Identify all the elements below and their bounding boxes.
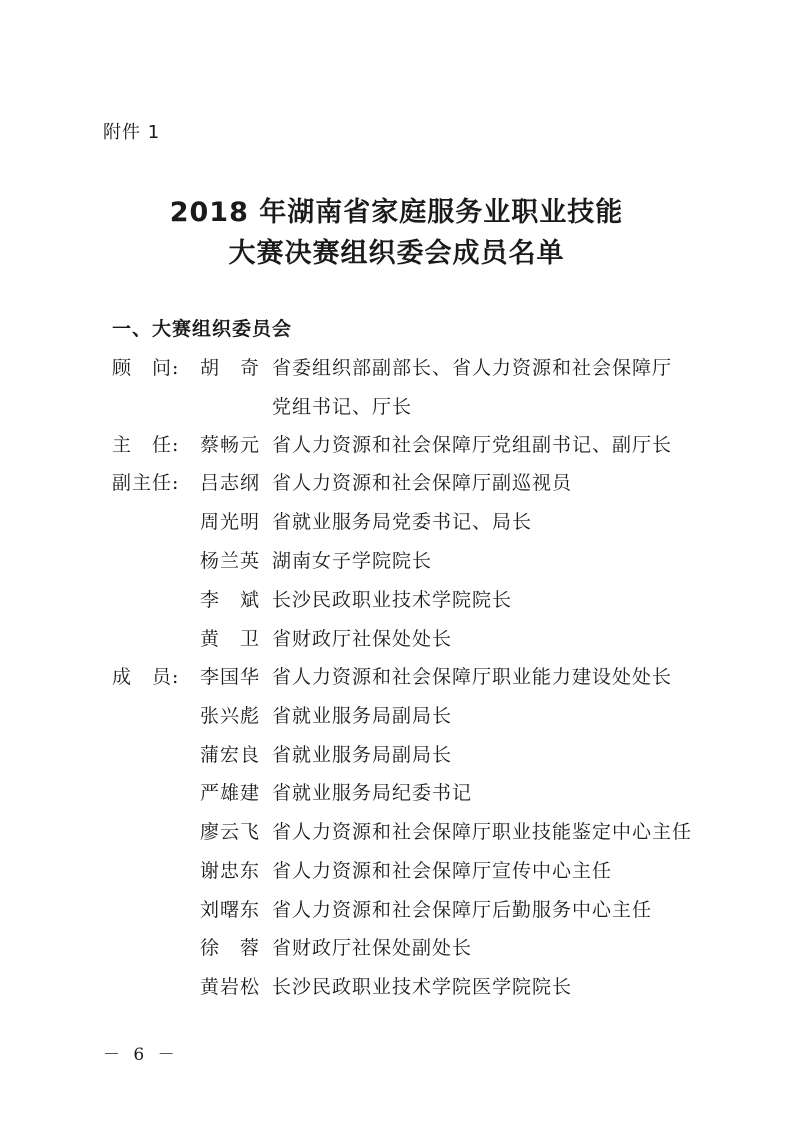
member-post: 长沙民政职业技术学院院长 bbox=[272, 589, 513, 611]
section-heading: 一、大赛组织委员会 bbox=[112, 318, 293, 340]
member-post: 省财政厅社保处处长 bbox=[272, 628, 453, 650]
member-name: 黄岩松 bbox=[200, 976, 261, 998]
member-post: 省人力资源和社会保障厅职业能力建设处处长 bbox=[272, 666, 673, 688]
member-name: 吕志纲 bbox=[200, 472, 261, 494]
member-name: 李国华 bbox=[200, 666, 261, 688]
member-name: 李 斌 bbox=[200, 589, 261, 611]
member-name: 谢忠东 bbox=[200, 860, 261, 882]
member-post: 省委组织部副部长、省人力资源和社会保障厅 bbox=[272, 357, 673, 379]
member-role: 副主任: bbox=[112, 472, 180, 494]
member-post: 省人力资源和社会保障厅后勤服务中心主任 bbox=[272, 899, 653, 921]
member-name: 蔡畅元 bbox=[200, 434, 261, 456]
member-post: 省就业服务局副局长 bbox=[272, 744, 453, 766]
member-role: 顾 问: bbox=[112, 357, 180, 379]
member-name: 蒲宏良 bbox=[200, 744, 261, 766]
member-post: 湖南女子学院院长 bbox=[272, 550, 433, 572]
page-number: － 6 － bbox=[103, 1045, 179, 1065]
member-name: 徐 蓉 bbox=[200, 937, 261, 959]
member-role: 主 任: bbox=[112, 434, 180, 456]
member-post: 省人力资源和社会保障厅职业技能鉴定中心主任 bbox=[272, 821, 693, 843]
member-role: 成 员: bbox=[112, 666, 180, 688]
member-post: 省人力资源和社会保障厅副巡视员 bbox=[272, 472, 573, 494]
member-post: 省财政厅社保处副处长 bbox=[272, 937, 473, 959]
member-name: 刘曙东 bbox=[200, 899, 261, 921]
member-post: 省人力资源和社会保障厅宣传中心主任 bbox=[272, 860, 613, 882]
member-name: 周光明 bbox=[200, 511, 261, 533]
member-post: 省就业服务局副局长 bbox=[272, 705, 453, 727]
member-name: 严雄建 bbox=[200, 782, 261, 804]
document-title-line-1: 2018 年湖南省家庭服务业职业技能 bbox=[169, 197, 624, 228]
member-post: 省人力资源和社会保障厅党组副书记、副厅长 bbox=[272, 434, 673, 456]
document-title-line-2: 大赛决赛组织委会成员名单 bbox=[228, 238, 565, 269]
member-post: 党组书记、厅长 bbox=[272, 396, 413, 418]
attachment-label: 附件 1 bbox=[103, 122, 161, 143]
member-post: 省就业服务局党委书记、局长 bbox=[272, 511, 533, 533]
member-name: 黄 卫 bbox=[200, 628, 261, 650]
member-post: 长沙民政职业技术学院医学院院长 bbox=[272, 976, 573, 998]
member-name: 廖云飞 bbox=[200, 821, 261, 843]
member-name: 胡 奇 bbox=[200, 357, 261, 379]
member-name: 杨兰英 bbox=[200, 550, 261, 572]
member-name: 张兴彪 bbox=[200, 705, 261, 727]
member-post: 省就业服务局纪委书记 bbox=[272, 782, 473, 804]
